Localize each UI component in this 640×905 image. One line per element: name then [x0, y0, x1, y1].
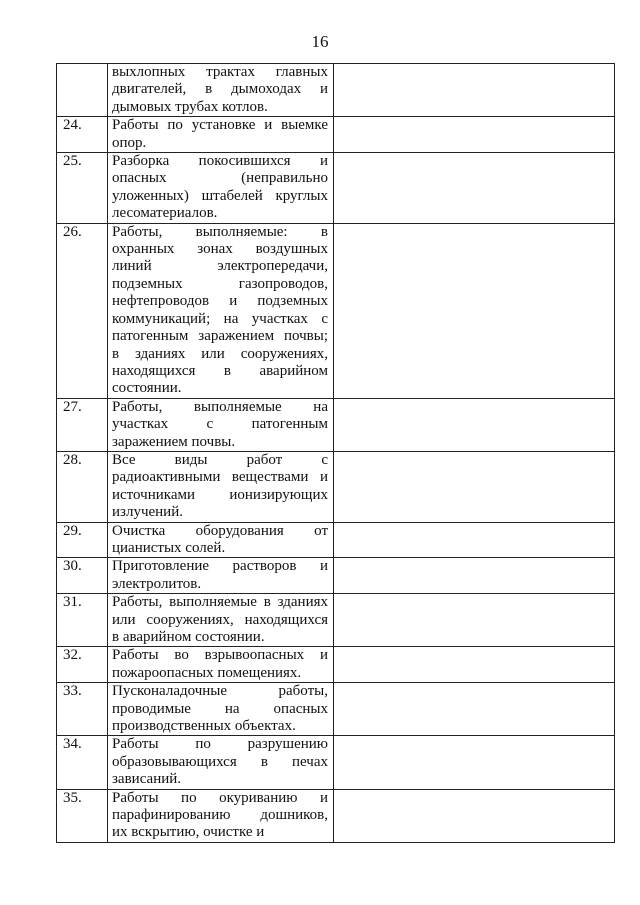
description-line: лесоматериалов.	[112, 205, 218, 222]
empty-cell	[334, 451, 615, 522]
table-row	[57, 522, 615, 558]
row-number: 24.	[57, 117, 108, 153]
work-description	[108, 683, 334, 736]
table-row	[57, 647, 615, 683]
description-line: Работы, выполняемые в зданиях	[112, 594, 328, 611]
description-line: их вскрытию, очистке и	[112, 824, 265, 841]
empty-cell	[334, 647, 615, 683]
work-description	[108, 117, 334, 153]
work-description	[108, 647, 334, 683]
row-number: 26.	[57, 223, 108, 398]
table-body	[57, 64, 615, 843]
description-line: или сооружениях, находящихся	[112, 611, 328, 628]
description-line: Работы во взрывоопасных и	[112, 647, 328, 664]
empty-cell	[334, 594, 615, 647]
row-number: 30.	[57, 558, 108, 594]
description-line: излучений.	[112, 504, 183, 521]
description-line: состоянии.	[112, 380, 182, 397]
description-line: дымовых трубах котлов.	[112, 98, 268, 115]
description-line: электролитов.	[112, 575, 202, 592]
description-line: заражением почвы.	[112, 433, 236, 450]
table-row	[57, 451, 615, 522]
work-description	[108, 153, 334, 224]
page-number: 16	[311, 32, 329, 51]
description-line: выхлопных трактах главных	[112, 64, 328, 80]
table-row	[57, 594, 615, 647]
description-line: Работы, выполняемые на	[112, 398, 328, 415]
description-line: проводимые на опасных	[112, 700, 328, 717]
empty-cell	[334, 736, 615, 789]
table-row	[57, 64, 615, 117]
work-description	[108, 522, 334, 558]
description-line: Все виды работ с	[112, 451, 328, 468]
table-row	[57, 558, 615, 594]
work-types-table	[56, 63, 615, 843]
description-line: Очистка оборудования от	[112, 522, 328, 539]
empty-cell	[334, 789, 615, 842]
row-number: 32.	[57, 647, 108, 683]
description-line: уложенных) штабелей круглых	[112, 187, 328, 204]
description-line: Работы по разрушению	[112, 736, 328, 753]
description-line: зависаний.	[112, 771, 182, 788]
row-number	[57, 64, 108, 117]
table-row	[57, 153, 615, 224]
description-line: образовывающихся в печах	[112, 753, 328, 770]
row-number: 27.	[57, 398, 108, 451]
description-line: парафинированию дошников,	[112, 807, 328, 824]
description-line: находящихся в аварийном	[112, 362, 328, 379]
work-description	[108, 789, 334, 842]
row-number: 29.	[57, 522, 108, 558]
description-line: в зданиях или сооружениях,	[112, 345, 328, 362]
description-line: участках с патогенным	[112, 416, 328, 433]
row-number: 28.	[57, 451, 108, 522]
work-description	[108, 451, 334, 522]
empty-cell	[334, 683, 615, 736]
description-line: коммуникаций; на участках с	[112, 310, 328, 327]
work-description	[108, 736, 334, 789]
description-line: линий электропередачи,	[112, 258, 328, 275]
row-number: 34.	[57, 736, 108, 789]
description-line: охранных зонах воздушных	[112, 241, 328, 258]
row-number: 35.	[57, 789, 108, 842]
description-line: патогенным заражением почвы;	[112, 328, 328, 345]
table-row	[57, 223, 615, 398]
empty-cell	[334, 64, 615, 117]
empty-cell	[334, 522, 615, 558]
description-line: Работы, выполняемые: в	[112, 223, 328, 240]
row-number: 25.	[57, 153, 108, 224]
description-line: цианистых солей.	[112, 539, 226, 556]
table-row	[57, 789, 615, 842]
empty-cell	[334, 223, 615, 398]
work-description	[108, 398, 334, 451]
description-line: опор.	[112, 134, 147, 151]
description-line: Приготовление растворов и	[112, 558, 328, 575]
description-line: Работы по окуриванию и	[112, 789, 328, 806]
empty-cell	[334, 398, 615, 451]
description-line: производственных объектах.	[112, 718, 296, 735]
description-line: в аварийном состоянии.	[112, 629, 265, 645]
description-line: нефтепроводов и подземных	[112, 293, 328, 310]
work-description	[108, 558, 334, 594]
description-line: пожароопасных помещениях.	[112, 664, 302, 681]
description-line: двигателей, в дымоходах и	[112, 81, 328, 98]
description-line: Работы по установке и выемке	[112, 117, 328, 134]
description-line: подземных газопроводов,	[112, 275, 328, 292]
work-description	[108, 64, 334, 117]
table-row	[57, 683, 615, 736]
work-description	[108, 223, 334, 398]
row-number: 31.	[57, 594, 108, 647]
description-line: радиоактивными веществами и	[112, 469, 328, 486]
table-row	[57, 736, 615, 789]
empty-cell	[334, 117, 615, 153]
description-line: Пусконаладочные работы,	[112, 683, 328, 700]
description-line: Разборка покосившихся и	[112, 153, 328, 170]
empty-cell	[334, 153, 615, 224]
work-description	[108, 594, 334, 647]
row-number: 33.	[57, 683, 108, 736]
table-row	[57, 117, 615, 153]
description-line: источниками ионизирующих	[112, 486, 328, 503]
description-line: опасных (неправильно	[112, 170, 328, 187]
empty-cell	[334, 558, 615, 594]
table-row	[57, 398, 615, 451]
